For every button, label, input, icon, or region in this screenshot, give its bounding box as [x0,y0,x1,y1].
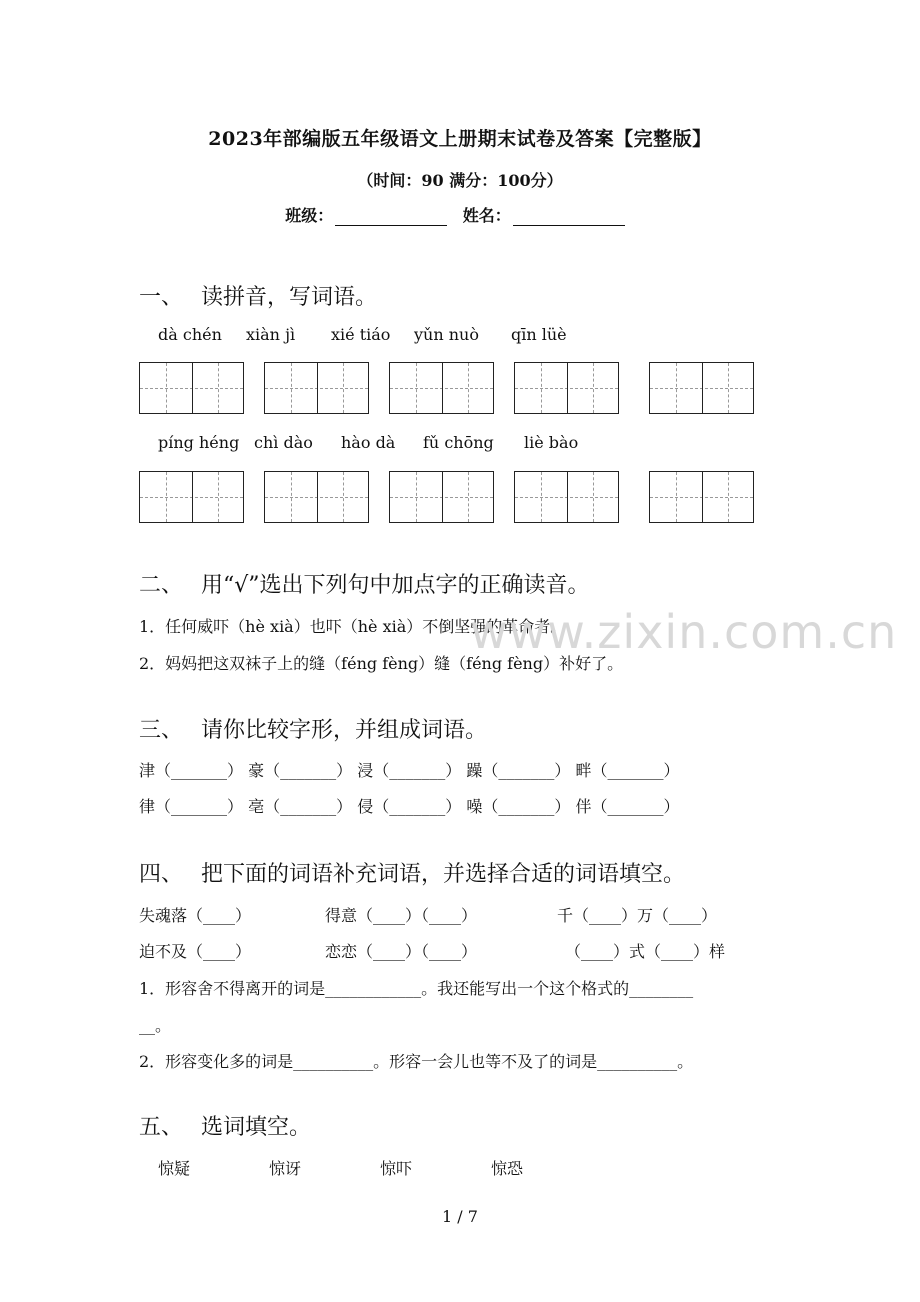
tianzige-box[interactable] [514,362,619,414]
class-blank[interactable] [335,209,447,226]
word-option: 惊疑 [158,1159,191,1178]
section-number: 三、 [139,718,184,743]
char-blank[interactable]: 躁（_______） [466,761,571,780]
section-title: 选词填空。 [201,1115,312,1140]
tianzige-box[interactable] [139,362,244,414]
idiom-blank[interactable]: （____）式（____）样 [565,942,726,961]
fill-question-continued: __。 [139,1016,172,1035]
section-4-heading [139,857,685,888]
char-blank[interactable]: 侵（_______） [357,797,462,816]
word-option: 惊讶 [269,1159,302,1178]
section-2-heading [139,568,590,599]
char-blank[interactable]: 浸（_______） [357,761,462,780]
pinyin: hào dà [341,433,396,452]
pinyin: xiàn jì [246,325,296,344]
exam-subtitle: （时间：90 满分：100分） [357,171,563,190]
page-title: 2023年部编版五年级语文上册期末试卷及答案【完整版】 [208,128,712,150]
tianzige-box[interactable] [389,471,494,523]
idiom-blank[interactable]: 失魂落（____） [139,906,252,925]
char-blank[interactable]: 律（_______） [139,797,244,816]
tianzige-box[interactable] [389,362,494,414]
section-number: 四、 [139,862,184,887]
tianzige-box[interactable] [264,362,369,414]
idiom-blank[interactable]: 迫不及（____） [139,942,252,961]
char-blank[interactable]: 豪（_______） [248,761,353,780]
tianzige-box[interactable] [264,471,369,523]
page-number: 1 / 7 [442,1207,478,1226]
idiom-blank[interactable]: 恋恋（____）（____） [325,942,478,961]
pinyin: dà chén [158,325,222,344]
section-number: 五、 [139,1115,184,1140]
section-5-heading [139,1110,311,1141]
section-title: 用“√”选出下列句中加点字的正确读音。 [201,573,590,598]
idiom-blank[interactable]: 得意（____）（____） [325,906,478,925]
question-item: 1．任何威吓（hè xià）也吓（hè xià）不倒坚强的革命者。 [139,617,567,636]
pinyin: liè bào [524,433,579,452]
tianzige-box[interactable] [139,471,244,523]
word-option: 惊吓 [380,1159,413,1178]
pinyin: píng héng [158,433,240,452]
tianzige-box[interactable] [649,471,754,523]
fill-question: 2．形容变化多的词是__________。形容一会儿也等不及了的词是__________。 [139,1052,694,1071]
name-blank[interactable] [513,209,625,226]
student-info [0,203,920,226]
section-3-heading [139,713,487,744]
char-blank[interactable]: 畔（_______） [575,761,680,780]
pinyin: yǔn nuò [414,325,479,344]
word-option: 惊恐 [491,1159,524,1178]
section-1-heading [139,280,377,311]
class-label: 班级： [285,206,334,225]
char-blank[interactable]: 伴（_______） [575,797,680,816]
char-blank[interactable]: 噪（_______） [466,797,571,816]
tianzige-box[interactable] [649,362,754,414]
section-title: 请你比较字形，并组成词语。 [201,718,488,743]
tianzige-box[interactable] [514,471,619,523]
section-title: 把下面的词语补充词语，并选择合适的词语填空。 [201,862,686,887]
fill-question: 1．形容舍不得离开的词是____________。我还能写出一个这个格式的________ [139,979,694,998]
name-label: 姓名： [462,206,511,225]
pinyin: chì dào [254,433,313,452]
char-compare-row [139,758,679,781]
char-compare-row [139,794,679,817]
watermark: www.zixin.com.cn [470,605,898,659]
question-item: 2．妈妈把这双袜子上的缝（féng fèng）缝（féng fèng）补好了。 [139,654,624,673]
section-number: 一、 [139,285,184,310]
char-blank[interactable]: 亳（_______） [248,797,353,816]
section-title: 读拼音，写词语。 [201,285,378,310]
pinyin: fǔ chōng [423,433,494,452]
char-blank[interactable]: 津（_______） [139,761,244,780]
pinyin: xié tiáo [331,325,391,344]
idiom-blank[interactable]: 千（____）万（____） [557,906,718,925]
pinyin: qīn lüè [511,325,567,344]
section-number: 二、 [139,573,184,598]
